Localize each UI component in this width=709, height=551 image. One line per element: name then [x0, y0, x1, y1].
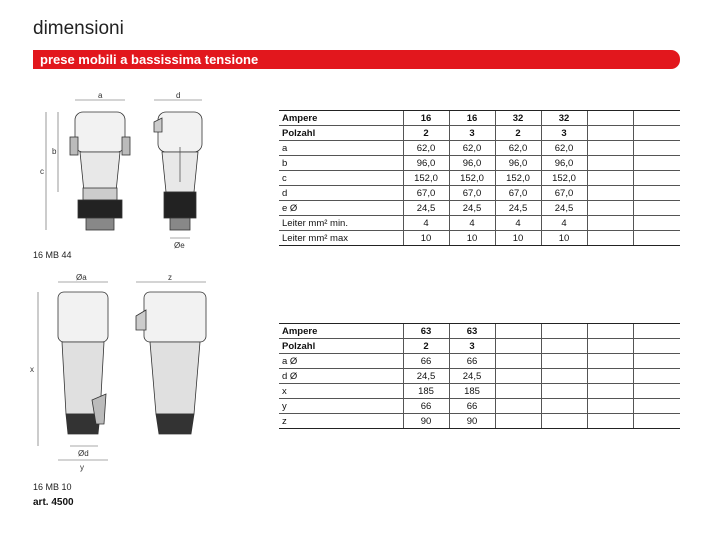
table-cell: 24,5 — [449, 369, 495, 384]
table-cell — [587, 156, 633, 171]
table-row — [279, 156, 680, 171]
table-cell — [633, 171, 680, 186]
table-cell — [587, 186, 633, 201]
table-cell — [633, 141, 680, 156]
table-cell — [633, 384, 680, 399]
table-cell: 62,0 — [495, 141, 541, 156]
table-cell: 62,0 — [449, 141, 495, 156]
table-cell: 185 — [403, 384, 449, 399]
article-number: art. 4500 — [33, 497, 74, 508]
table-cell: 152,0 — [541, 171, 587, 186]
spec-table-63a — [279, 323, 680, 429]
dim-label-a: Øa — [76, 274, 87, 282]
table-cell: 10 — [495, 231, 541, 246]
header-cell: 32 — [495, 111, 541, 126]
subheader-cell — [587, 339, 633, 354]
table-cell: 24,5 — [449, 201, 495, 216]
plug-drawing-16mb44 — [30, 92, 220, 252]
header-label: Ampere — [279, 324, 403, 339]
table-row — [279, 141, 680, 156]
table-cell — [587, 369, 633, 384]
front-view — [58, 292, 108, 434]
table-cell: 66 — [403, 354, 449, 369]
table-cell: 185 — [449, 384, 495, 399]
table-cell: 24,5 — [403, 369, 449, 384]
table-row — [279, 186, 680, 201]
table-cell — [633, 369, 680, 384]
table-cell: 62,0 — [403, 141, 449, 156]
table-cell — [495, 354, 541, 369]
table-cell — [495, 384, 541, 399]
table-cell: 4 — [403, 216, 449, 231]
table-cell: 24,5 — [403, 201, 449, 216]
table-cell: 96,0 — [403, 156, 449, 171]
table-cell — [587, 231, 633, 246]
subheader-cell: 3 — [449, 339, 495, 354]
dim-label-z: z — [168, 274, 172, 282]
header-cell: 63 — [403, 324, 449, 339]
row-label: d — [279, 186, 403, 201]
table-cell — [587, 399, 633, 414]
table-row — [279, 414, 680, 429]
row-label: z — [279, 414, 403, 429]
subheader-cell: 3 — [541, 126, 587, 141]
table-cell: 152,0 — [403, 171, 449, 186]
table-cell: 10 — [403, 231, 449, 246]
table-cell — [495, 414, 541, 429]
table-cell — [541, 399, 587, 414]
table-row — [279, 231, 680, 246]
dim-label-x: x — [30, 365, 34, 374]
dim-label-d: d — [176, 92, 181, 100]
row-label: a Ø — [279, 354, 403, 369]
row-label: Leiter mm² min. — [279, 216, 403, 231]
table-cell: 96,0 — [495, 156, 541, 171]
table-row — [279, 369, 680, 384]
table-cell: 24,5 — [495, 201, 541, 216]
subheader-cell: 2 — [403, 126, 449, 141]
drawing2-caption: 16 MB 10 — [33, 482, 72, 492]
table-cell — [587, 384, 633, 399]
header-cell: 16 — [449, 111, 495, 126]
table-cell — [633, 399, 680, 414]
header-cell — [633, 324, 680, 339]
table-cell — [587, 414, 633, 429]
dim-label-b: b — [52, 147, 57, 156]
header-cell: 32 — [541, 111, 587, 126]
table-cell — [633, 186, 680, 201]
dim-label-y: y — [80, 463, 84, 472]
table-cell — [541, 384, 587, 399]
row-label: y — [279, 399, 403, 414]
dim-label-e: Øe — [174, 241, 185, 250]
table-cell: 152,0 — [495, 171, 541, 186]
table-cell: 66 — [449, 399, 495, 414]
row-label: a — [279, 141, 403, 156]
table-cell: 90 — [403, 414, 449, 429]
table-cell — [633, 414, 680, 429]
table-row — [279, 399, 680, 414]
table-cell — [587, 354, 633, 369]
spec-table-16-32a — [279, 110, 680, 246]
subheader-cell — [633, 339, 680, 354]
subheader-cell: 2 — [495, 126, 541, 141]
table-cell — [633, 231, 680, 246]
row-label: c — [279, 171, 403, 186]
table-cell: 62,0 — [541, 141, 587, 156]
header-cell — [541, 324, 587, 339]
table-cell: 90 — [449, 414, 495, 429]
table-cell: 96,0 — [541, 156, 587, 171]
subheader-cell: 2 — [403, 339, 449, 354]
header-cell: 16 — [403, 111, 449, 126]
header-cell — [633, 111, 680, 126]
table-cell: 67,0 — [403, 186, 449, 201]
subheader-cell — [495, 339, 541, 354]
subheader-label: Polzahl — [279, 339, 403, 354]
table-cell: 4 — [541, 216, 587, 231]
front-view — [70, 112, 130, 230]
table-cell — [587, 201, 633, 216]
table-cell: 67,0 — [449, 186, 495, 201]
table-cell — [633, 354, 680, 369]
table-row — [279, 354, 680, 369]
subheader-cell — [587, 126, 633, 141]
side-view — [154, 112, 202, 230]
table-cell: 67,0 — [495, 186, 541, 201]
table-cell: 24,5 — [541, 201, 587, 216]
side-view — [136, 292, 206, 434]
table-row — [279, 201, 680, 216]
subheader-cell — [633, 126, 680, 141]
row-label: b — [279, 156, 403, 171]
subheader-label: Polzahl — [279, 126, 403, 141]
row-label: d Ø — [279, 369, 403, 384]
header-cell — [587, 111, 633, 126]
table-cell: 10 — [541, 231, 587, 246]
table-cell — [541, 369, 587, 384]
table-cell: 96,0 — [449, 156, 495, 171]
row-label: Leiter mm² max — [279, 231, 403, 246]
table-cell: 4 — [495, 216, 541, 231]
subheader-cell: 3 — [449, 126, 495, 141]
table-cell: 10 — [449, 231, 495, 246]
header-cell — [495, 324, 541, 339]
table-row — [279, 216, 680, 231]
row-label: x — [279, 384, 403, 399]
header-cell — [587, 324, 633, 339]
subheader-cell — [541, 339, 587, 354]
table-cell: 66 — [449, 354, 495, 369]
dim-label-c: c — [40, 167, 44, 176]
table-row — [279, 171, 680, 186]
table-cell: 152,0 — [449, 171, 495, 186]
table-cell: 67,0 — [541, 186, 587, 201]
dim-label-a: a — [98, 92, 103, 100]
header-cell: 63 — [449, 324, 495, 339]
table-cell — [633, 216, 680, 231]
table-cell — [541, 354, 587, 369]
table-cell: 66 — [403, 399, 449, 414]
table-cell — [587, 141, 633, 156]
header-label: Ampere — [279, 111, 403, 126]
section-banner: prese mobili a bassissima tensione — [33, 50, 680, 69]
row-label: e Ø — [279, 201, 403, 216]
table-cell — [587, 171, 633, 186]
socket-drawing-16mb10 — [26, 274, 226, 474]
table-cell — [495, 399, 541, 414]
table-cell: 4 — [449, 216, 495, 231]
dim-label-d: Ød — [78, 449, 89, 458]
table-cell — [541, 414, 587, 429]
page-title: dimensioni — [33, 18, 124, 39]
table-cell — [495, 369, 541, 384]
table-cell — [587, 216, 633, 231]
table-cell — [633, 156, 680, 171]
drawing1-caption: 16 MB 44 — [33, 250, 72, 260]
table-row — [279, 384, 680, 399]
table-cell — [633, 201, 680, 216]
